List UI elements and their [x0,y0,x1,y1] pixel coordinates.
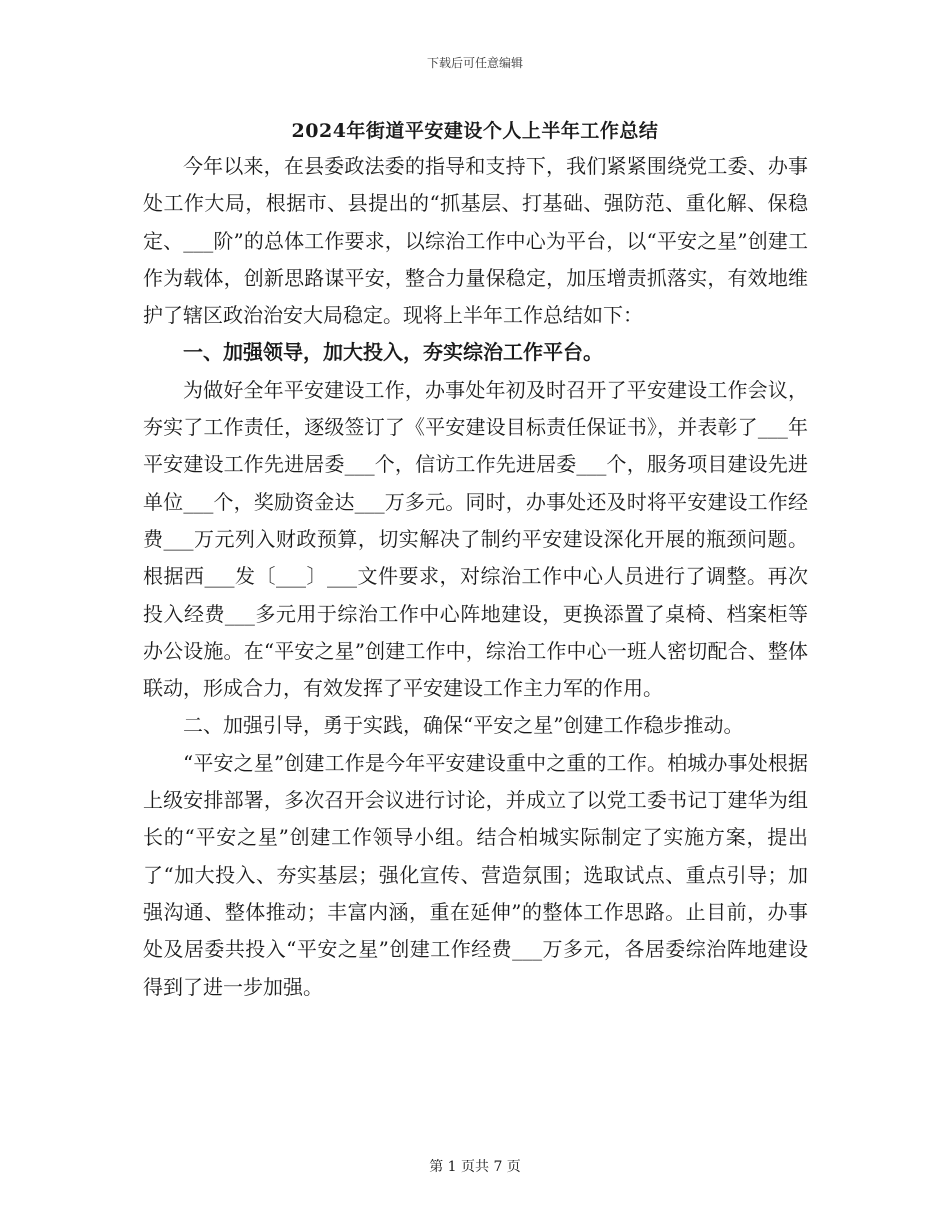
section-heading-2: 二、加强引导，勇于实践，确保“平安之星”创建工作稳步推动。 [183,713,744,738]
section-1-paragraph: 为做好全年平安建设工作，办事处年初及时召开了平安建设工作会议，夯实了工作责任，逐级签订了《平安建设目标责任保证书》，并表彰了___年平安建设工作先进居委___个，信访工作先进居委___个，服务项目建设先进单位___个，奖励资金达___万多元。同时，办事处还及时将平安建设工作经费___万元列入财政预算，切实解决了制约平安建设深化开展的瓶颈问题。根据西___发〔___〕___文件要求，对综治工作中心人员进行了调整。再次投入经费___多元用于综治工作中心阵地建设，更换添置了桌椅、档案柜等办公设施。在“平安之星”创建工作中，综治工作中心一班人密切配合、整体联动，形成合力，有效发挥了平安建设工作主力军的作用。 [143,377,808,701]
section-heading-1: 一、加强领导，加大投入，夯实综治工作平台。 [183,340,603,365]
page-header-note: 下载后可任意编辑 [426,56,523,70]
intro-paragraph: 今年以来，在县委政法委的指导和支持下，我们紧紧围绕党工委、办事处工作大局，根据市、县提出的“抓基层、打基础、强防范、重化解、保稳定、___阶”的总体工作要求，以综治工作中心为平台，以“平安之星”创建工作为载体，创新思路谋平安，整合力量保稳定，加压增责抓落实，有效地维护了辖区政治治安大局稳定。现将上半年工作总结如下： [143,154,808,328]
document-body [143,148,808,1006]
section-2-paragraph: “平安之星”创建工作是今年平安建设重中之重的工作。柏城办事处根据上级安排部署，多次召开会议进行讨论，并成立了以党工委书记丁建华为组长的“平安之星”创建工作领导小组。结合柏城实际制定了实施方案，提出了“加大投入、夯实基层；强化宣传、营造氛围；选取试点、重点引导；加强沟通、整体推动；丰富内涵，重在延伸”的整体工作思路。止目前，办事处及居委共投入“平安之星”创建工作经费___万多元，各居委综治阵地建设得到了进一步加强。 [143,750,808,999]
document-title: 2024年街道平安建设个人上半年工作总结 [291,120,659,142]
page-number: 第 1 页共 7 页 [429,1159,521,1175]
